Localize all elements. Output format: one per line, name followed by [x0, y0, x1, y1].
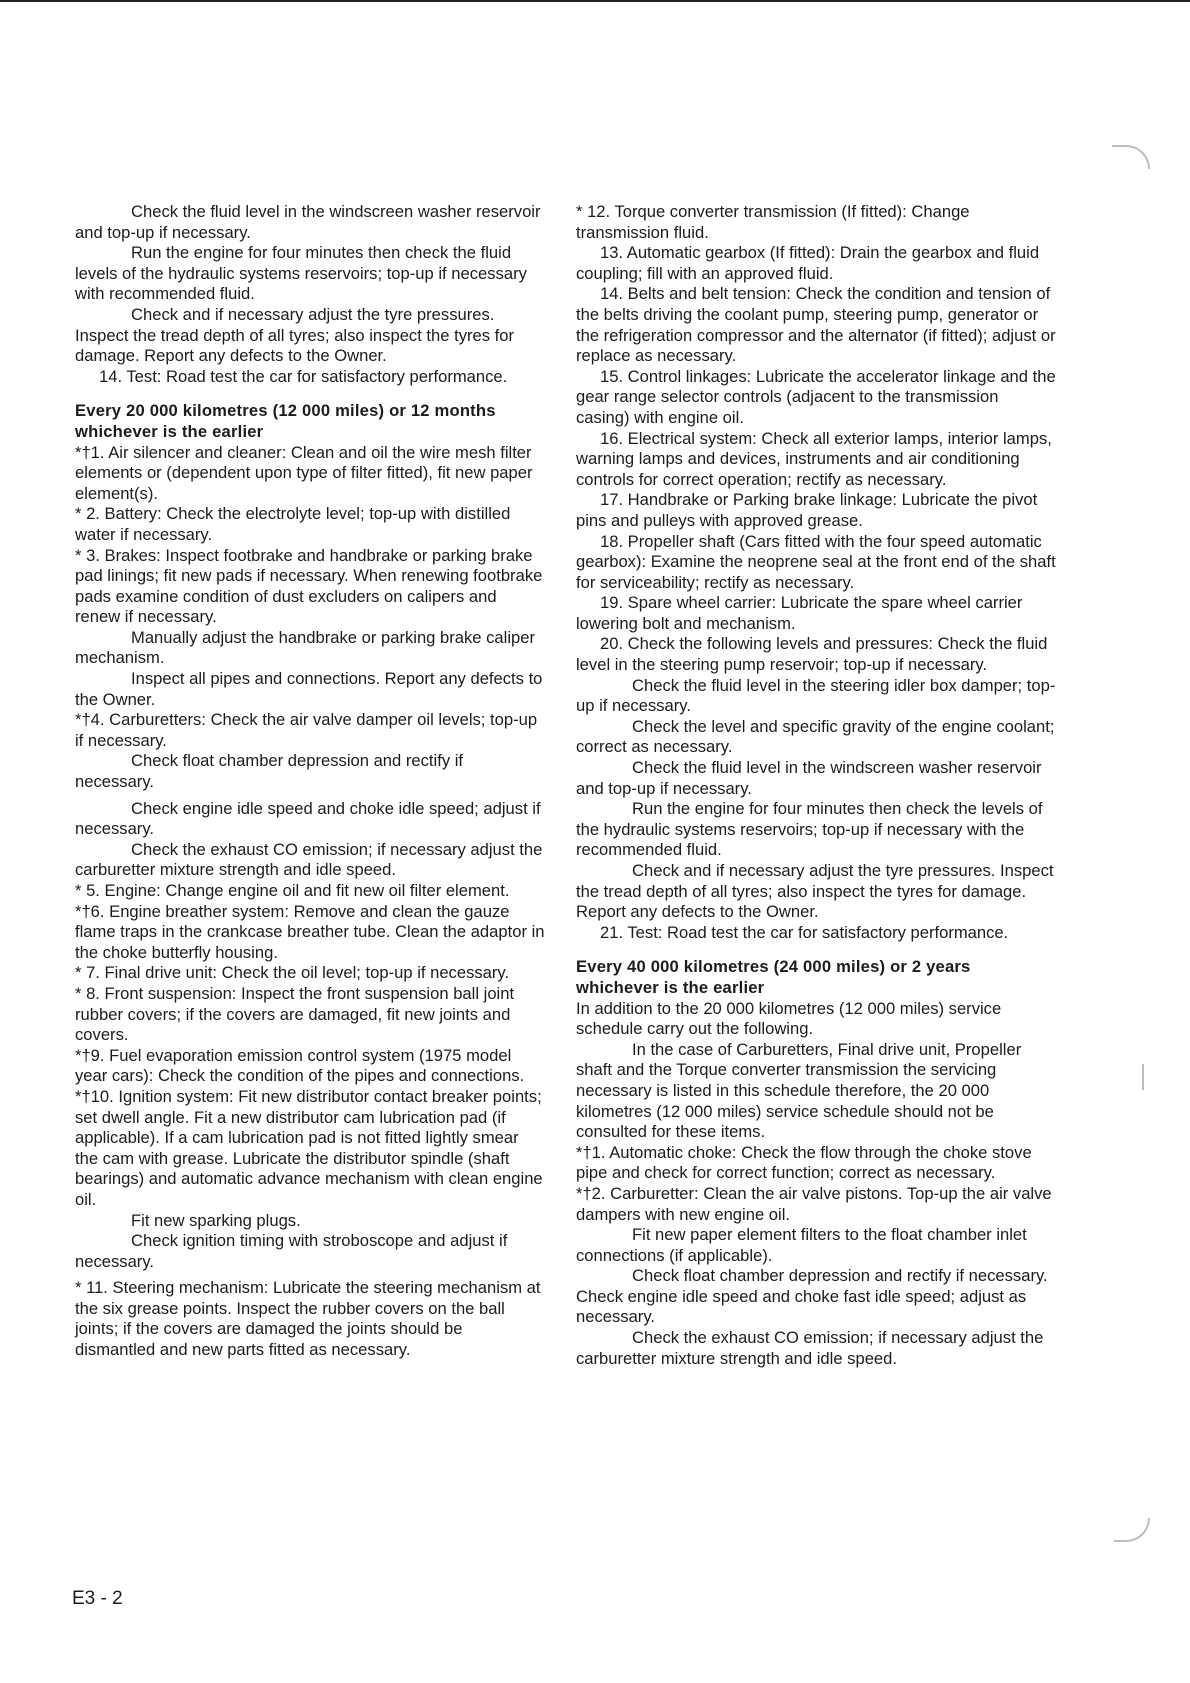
paragraph: In addition to the 20 000 kilometres (12 000 miles) service schedule carry out the following. [576, 998, 1002, 1039]
paragraph: Check float chamber depression and rectify if necessary. Check engine idle speed and choke fast idle speed; adjust as necessary. [576, 1266, 1048, 1327]
paragraph: Check the exhaust CO emission; if necessary adjust the carburetter mixture strength and idle speed. [576, 1328, 1044, 1368]
paragraph: Run the engine for four minutes then check the levels of the hydraulic systems reservoirs; top-up if necessary with the recommended fluid. [576, 799, 1043, 860]
paragraph: Fit new sparking plugs. [131, 1210, 301, 1230]
paragraph: *†2. Carburetter: Clean the air valve pistons. Top-up the air valve dampers with new engine oil. [576, 1183, 1052, 1224]
paragraph: Check the exhaust CO emission; if necessary adjust the carburetter mixture strength and idle speed. [75, 839, 543, 880]
section-heading: Every 40 000 kilometres (24 000 miles) or 2 years whichever is the earlier [576, 957, 971, 997]
paragraph: Check ignition timing with stroboscope and adjust if necessary. [75, 1231, 508, 1271]
paragraph: * 8. Front suspension: Inspect the front suspension ball joint rubber covers; if the covers are damaged, fit new joints and covers. [75, 983, 515, 1045]
paragraph: Check engine idle speed and choke idle speed; adjust if necessary. [75, 798, 541, 839]
paragraph: 18. Propeller shaft (Cars fitted with the four speed automatic gearbox): Examine the neoprene seal at the front end of the shaft for serviceability; rectify as necessary. [576, 531, 1056, 592]
paragraph: Check and if necessary adjust the tyre pressures. Inspect the tread depth of all tyres; also inspect the tyres for damage. Report any defects to the Owner. [75, 304, 515, 366]
paragraph: 21. Test: Road test the car for satisfactory performance. [600, 922, 1009, 942]
paragraph: Check the fluid level in the windscreen washer reservoir and top-up if necessary. [576, 758, 1042, 798]
paragraph: *†6. Engine breather system: Remove and clean the gauze flame traps in the crankcase breather tube. Clean the adaptor in the choke butterfly housing. [75, 901, 545, 962]
paragraph: Check float chamber depression and rectify if necessary. [75, 751, 464, 792]
paragraph: *†9. Fuel evaporation emission control system (1975 model year cars): Check the condition of the pipes and connections. [75, 1045, 525, 1086]
paragraph: * 3. Brakes: Inspect footbrake and handbrake or parking brake pad linings; fit new pads if necessary. When renewing footbrake pads examine condition of dust excluders on calipers and renew if necessary. [75, 545, 543, 627]
paragraph: *†1. Air silencer and cleaner: Clean and oil the wire mesh filter elements or (dependent upon type of filter fitted), fit new paper element(s). [75, 442, 533, 503]
paragraph: * 5. Engine: Change engine oil and fit new oil filter element. [75, 881, 510, 900]
paragraph: * 2. Battery: Check the electrolyte level; top-up with distilled water if necessary. [75, 504, 511, 544]
paragraph: 19. Spare wheel carrier: Lubricate the spare wheel carrier lowering bolt and mechanism. [576, 593, 1023, 633]
binding-mark-middle [1142, 1064, 1144, 1090]
paragraph: 16. Electrical system: Check all exterior lamps, interior lamps, warning lamps and devices, instruments and air conditioning controls for correct operation; rectify as necessary. [576, 428, 1052, 489]
paragraph: Fit new paper element filters to the float chamber inlet connections (if applicable). [576, 1225, 1027, 1265]
paragraph: 13. Automatic gearbox (If fitted): Drain the gearbox and fluid coupling; fill with an approved fluid. [576, 243, 1040, 283]
paragraph: 17. Handbrake or Parking brake linkage: Lubricate the pivot pins and pulleys with approved grease. [576, 490, 1038, 530]
paragraph: 20. Check the following levels and pressures: Check the fluid level in the steering pump reservoir; top-up if necessary. [576, 634, 1048, 675]
page-number: E3 - 2 [72, 1588, 123, 1609]
paragraph: * 12. Torque converter transmission (If fitted): Change transmission fluid. [576, 202, 970, 242]
paragraph: 14. Belts and belt tension: Check the condition and tension of the belts driving the coolant pump, steering pump, generator or the refrigeration compressor and the alternator (if fitted); adjust or replace as necessary. [576, 284, 1056, 366]
section-heading: Every 20 000 kilometres (12 000 miles) or 12 months whichever is the earlier [75, 401, 496, 441]
paragraph: *†4. Carburetters: Check the air valve damper oil levels; top-up if necessary. [75, 710, 538, 750]
paragraph: *†10. Ignition system: Fit new distributor contact breaker points; set dwell angle. Fit a new distributor cam lubrication pad (if applicable). If a cam lubrication pad is not fitted lightly smear the cam with grease. Lubricate the distributor spindle (shaft bearings) and automatic advance mechanism with clean engine oil. [75, 1086, 543, 1209]
paragraph: Inspect all pipes and connections. Report any defects to the Owner. [75, 669, 543, 709]
paragraph: Run the engine for four minutes then check the fluid levels of the hydraulic systems reservoirs; top-up if necessary with recommended fluid. [75, 243, 527, 304]
paragraph: *†1. Automatic choke: Check the flow through the choke stove pipe and check for correct function; correct as necessary. [576, 1142, 1032, 1183]
top-border-line [0, 0, 1190, 2]
binding-mark-bottom [1114, 1518, 1150, 1542]
paragraph: Check and if necessary adjust the tyre pressures. Inspect the tread depth of all tyres; also inspect the tyres for damage. Report any defects to the Owner. [576, 861, 1054, 922]
paragraph: 15. Control linkages: Lubricate the accelerator linkage and the gear range selector controls (adjacent to the transmission casing) with engine oil. [576, 366, 1056, 427]
right-column [576, 202, 1056, 1369]
paragraph: Manually adjust the handbrake or parking brake caliper mechanism. [75, 627, 536, 668]
paragraph: * 7. Final drive unit: Check the oil level; top-up if necessary. [75, 963, 510, 983]
paragraph: * 11. Steering mechanism: Lubricate the steering mechanism at the six grease points. Inspect the rubber covers on the ball joints; if the covers are damaged the joints should be dismantled and new parts fitted as necessary. [75, 1278, 541, 1360]
paragraph: 14. Test: Road test the car for satisfactory performance. [99, 366, 508, 386]
paragraph: Check the level and specific gravity of the engine coolant; correct as necessary. [576, 716, 1055, 757]
paragraph: In the case of Carburetters, Final drive unit, Propeller shaft and the Torque converter transmission the servicing necessary is listed in this schedule therefore, the 20 000 kilometres (12 000 miles) service schedule should not be consulted for these items. [576, 1039, 1022, 1142]
binding-mark-top [1112, 145, 1150, 169]
paragraph: Check the fluid level in the windscreen washer reservoir and top-up if necessary. [75, 202, 541, 242]
left-column [75, 202, 545, 1361]
paragraph: Check the fluid level in the steering idler box damper; top-up if necessary. [576, 675, 1056, 716]
